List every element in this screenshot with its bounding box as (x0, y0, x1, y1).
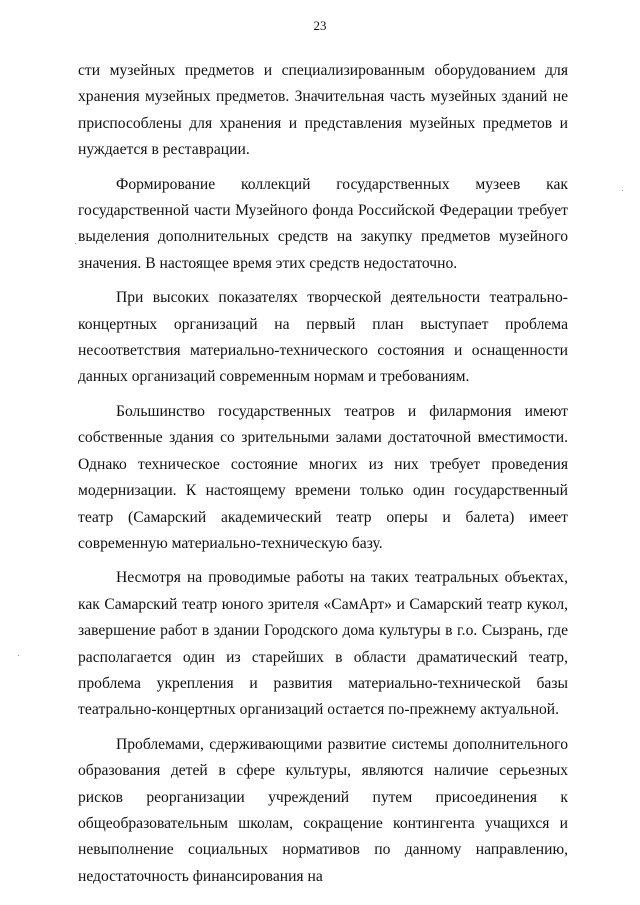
document-body (78, 58, 568, 890)
scan-speck (622, 190, 623, 191)
scan-speck (75, 243, 76, 244)
scan-speck (18, 655, 19, 656)
paragraph-theatre-objects: Несмотря на проводимые работы на таких театральных объектах, как Самарский театр юного зрителя «СамАрт» и Самарский театр кукол, завершение работ в здании Городского дома культуры в г.о. Сызрань, где располагается один из старейших в области драматический театр, проблема укрепления и развития материально-технической базы театрально-концертных организаций остается по-прежнему актуальной. (78, 569, 568, 719)
page-number: 23 (313, 18, 327, 33)
paragraph-additional-education: Проблемами, сдерживающими развитие системы дополнительного образования детей в сфере культуры, являются наличие серьезных рисков реорганизации учреждений путем присоединения к общеобразовательным школам, сокращение контингента учащихся и невыполнение социальных нормативов по данному направлению, недостаточность финансирования на (78, 735, 568, 885)
paragraph-museum-collections: Формирование коллекций государственных музеев как государственной части Музейного фонда Российской Федерации требует выделения дополнительных средств на закупку предметов музейного значения. В настоящее время этих средств недостаточно. (78, 175, 568, 272)
paragraph-state-theatres: Большинство государственных театров и филармония имеют собственные здания со зрительными залами достаточной вместимости. Однако техническое состояние многих из них требует проведения модернизации. К настоящему времени только один государственный театр (Самарский академический театр оперы и балета) имеет современную материально-техническую базу. (78, 402, 568, 552)
paragraph-continuation: сти музейных предметов и специализированным оборудованием для хранения музейных предметов. Значительная часть музейных зданий не приспособлены для хранения и представления музейных предметов и нуждается в реставрации. (78, 62, 568, 159)
paragraph-theatre-concert-organizations: При высоких показателях творческой деятельности театрально-концертных организаций на первый план выступает проблема несоответствия материально-технического состояния и оснащенности данных организаций современным нормам и требованиям. (78, 289, 568, 386)
